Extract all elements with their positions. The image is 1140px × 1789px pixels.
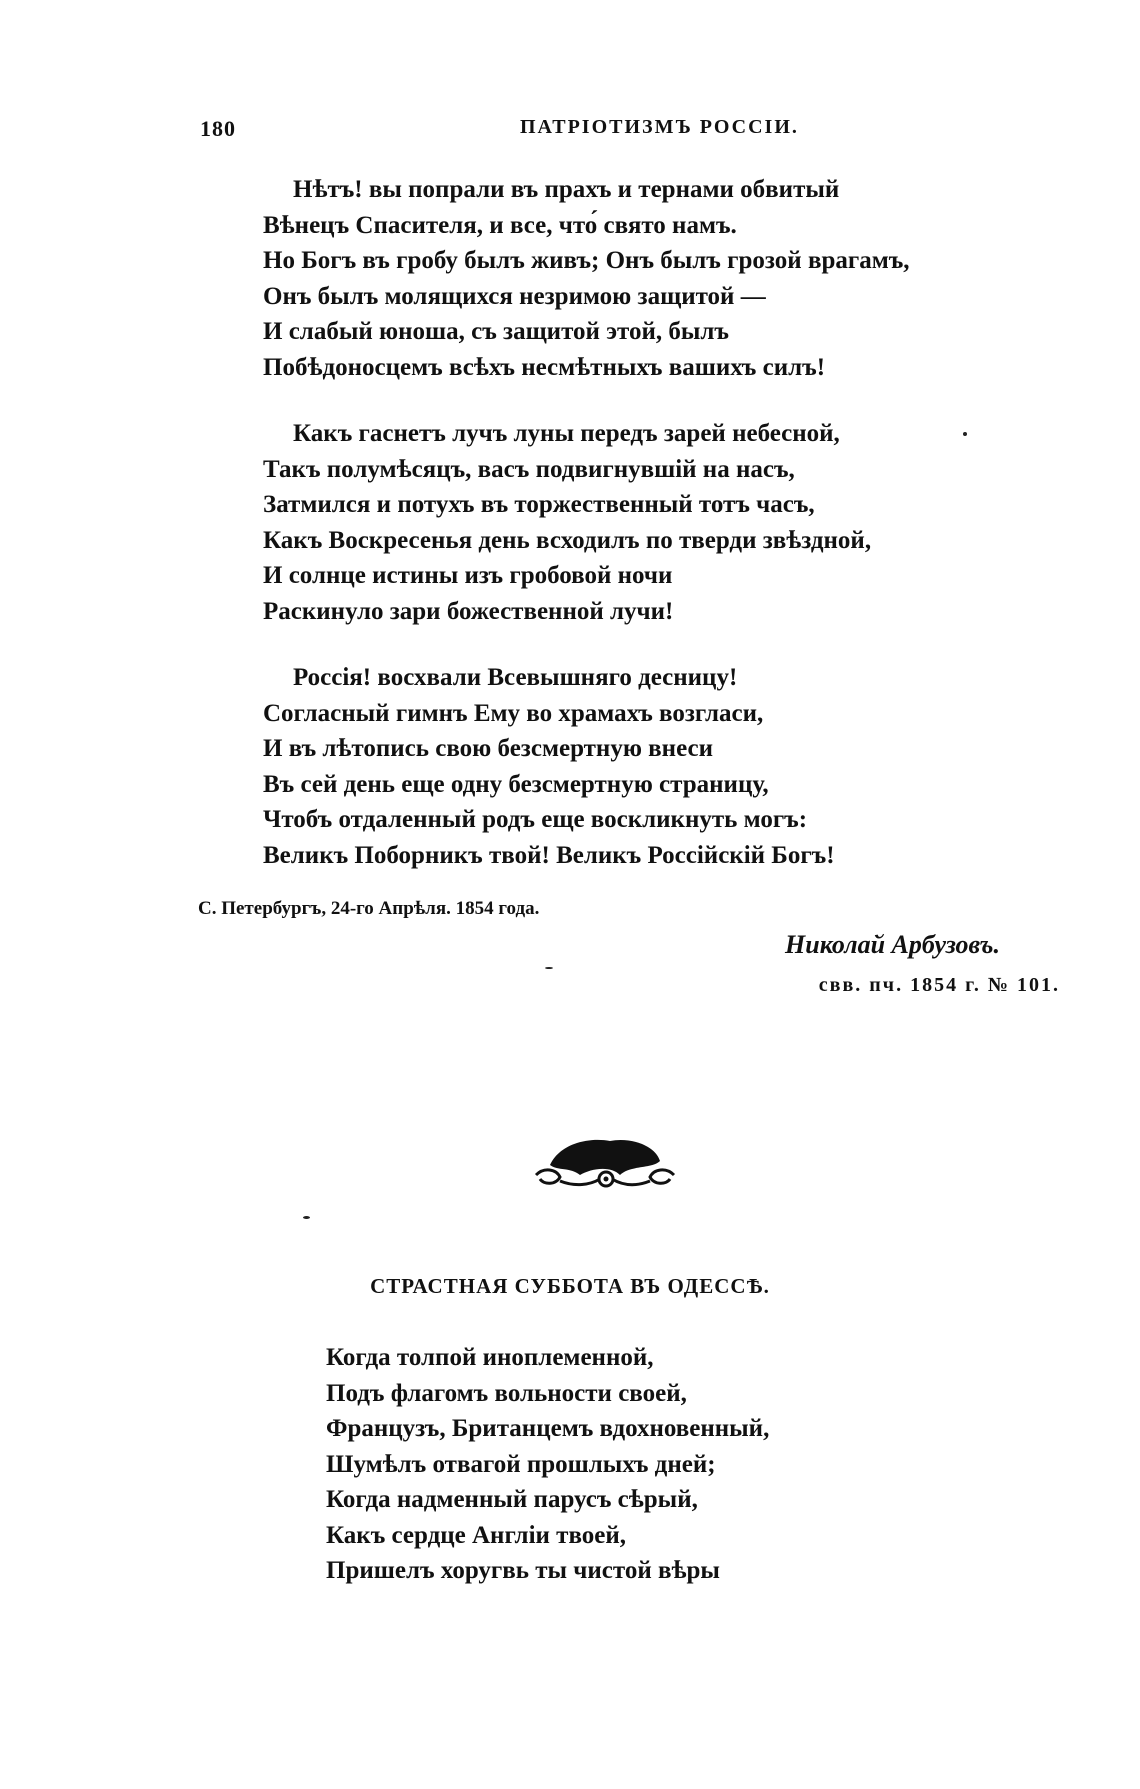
running-title: ПАТРІОТИЗМЪ РОССІИ.	[520, 116, 799, 138]
verse-line: Согласный гимнъ Ему во храмахъ возгласи,	[263, 699, 764, 727]
page-number: 180	[200, 116, 236, 141]
verse-line: Вѣнецъ Спасителя, и все, что́ свято намъ.	[263, 211, 737, 239]
verse-line: Пришелъ хоругвь ты чистой вѣры	[326, 1557, 720, 1584]
verse-line: Какъ Воскресенья день всходилъ по тверди звѣздной,	[263, 526, 872, 554]
verse-line: Такъ полумѣсяцъ, васъ подвигнувшій на насъ,	[263, 455, 795, 483]
verse-line: Французъ, Британцемъ вдохновенный,	[326, 1415, 770, 1442]
verse-line: И солнце истины изъ гробовой ночи	[263, 562, 673, 589]
verse-line: Какъ гаснетъ лучъ луны передъ зарей небесной,	[293, 420, 840, 447]
poem-title: СТРАСТНАЯ СУББОТА ВЪ ОДЕССѢ.	[370, 1274, 770, 1298]
verse-line: Великъ Поборникъ твой! Великъ Россійскій Богъ!	[263, 841, 835, 869]
poem1-stanza-3	[263, 660, 963, 873]
author-signature: Николай Арбузовъ.	[785, 930, 1000, 959]
print-speck	[303, 1216, 310, 1219]
verse-line: Нѣтъ! вы попрали въ прахъ и тернами обвитый	[293, 176, 840, 203]
verse-line: Чтобъ отдаленный родъ еще воскликнуть могъ:	[263, 806, 808, 833]
source-citation: свв. пч. 1854 г. № 101.	[818, 974, 1060, 996]
poem1-stanza-1	[263, 172, 963, 385]
verse-line: И въ лѣтопись свою безсмертную внеси	[263, 735, 713, 762]
poem2-stanza	[326, 1340, 926, 1589]
verse-line: Шумѣлъ отвагой прошлыхъ дней;	[326, 1450, 716, 1478]
print-speck	[963, 432, 967, 436]
verse-line: И слабый юноша, съ защитой этой, былъ	[263, 318, 729, 345]
place-date: С. Петербургъ, 24-го Апрѣля. 1854 года.	[198, 898, 540, 919]
verse-line: Раскинуло зари божественной лучи!	[263, 597, 674, 625]
verse-line: Но Богъ въ гробу былъ живъ; Онъ былъ грозой врагамъ,	[263, 247, 910, 274]
verse-line: Онъ былъ молящихся незримою защитой —	[263, 282, 766, 310]
verse-line: Въ сей день еще одну безсмертную страницу,	[263, 770, 769, 798]
verse-line: Когда надменный парусъ сѣрый,	[326, 1486, 698, 1513]
verse-line: Какъ сердце Англіи твоей,	[326, 1521, 627, 1549]
print-speck	[545, 967, 553, 969]
verse-line: Затмился и потухъ въ торжественный тотъ часъ,	[263, 491, 815, 518]
verse-line: Подъ флагомъ вольности своей,	[326, 1379, 687, 1407]
poem1-stanza-2	[263, 416, 963, 629]
decorative-vignette-icon	[530, 1135, 680, 1193]
verse-line: Когда толпой иноплеменной,	[326, 1344, 654, 1371]
page-header	[200, 116, 960, 146]
verse-line: Побѣдоносцемъ всѣхъ несмѣтныхъ вашихъ силъ!	[263, 353, 826, 381]
verse-line: Россія! восхвали Всевышняго десницу!	[293, 664, 738, 691]
